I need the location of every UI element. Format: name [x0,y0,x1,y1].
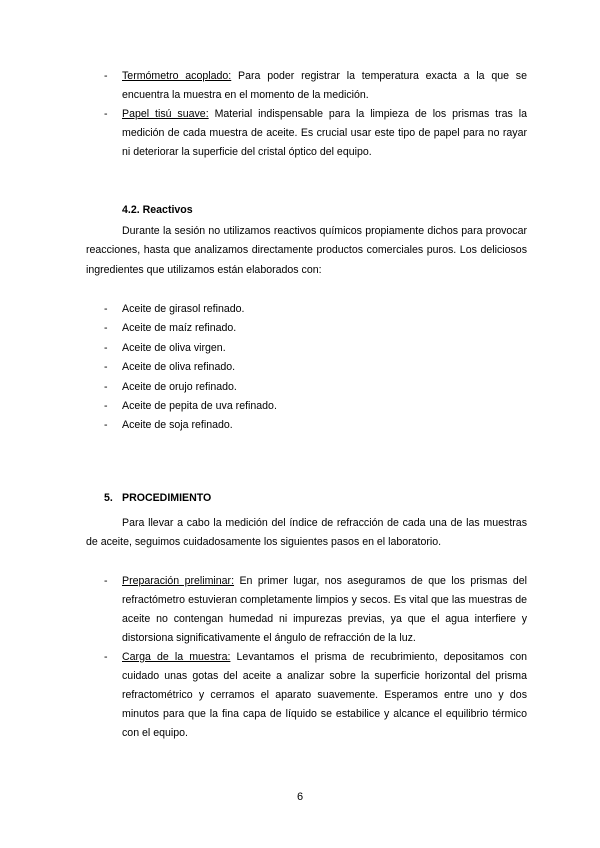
section-heading-reactivos: 4.2. Reactivos [122,204,193,216]
ingredient-text: Aceite de soja refinado. [122,419,233,432]
bullet: - [104,575,108,587]
ingredient-text: Aceite de pepita de uva refinado. [122,400,277,413]
list-item [0,378,600,397]
bullet: - [104,70,108,82]
bullet: - [104,380,108,393]
step-term: Carga de la muestra: [122,651,231,663]
item-text: Material indispensable para la limpieza de los prismas tras la medición de cada muestra de aceite. Es crucial usar este tipo de papel para no rayar ni deteriorar la superficie del cristal óptico del equipo. [122,108,527,158]
reactivos-paragraph: Durante la sesión no utilizamos reactivos químicos propiamente dichos para provocar reacciones, hasta que analizamos directamente productos comerciales puros. Los deliciosos ingredientes que utilizamos están elaborados con: [86,225,527,276]
page-number: 6 [296,791,304,803]
list-item [0,648,600,743]
bullet: - [104,322,108,335]
list-item [0,358,600,377]
list-item [0,300,600,319]
step-text: En primer lugar, nos aseguramos de que los prismas del refractómetro estuvieran completamente limpios y secos. Es vital que las muestras de aceite no contengan humedad ni impurezas previas, ya que el agua interfiere y distorsiona significativamente el ángulo de refracción de la luz. [122,575,527,644]
step-text: Levantamos el prisma de recubrimiento, depositamos con cuidado unas gotas del aceite a analizar sobre la superficie horizontal del prisma refractométrico y cerramos el aparato suavemente. Esperamos entre uno y dos minutos para que la fina capa de líquido se estabilice y alcance el equilibrio térmico con el equipo. [122,651,527,739]
ingredient-text: Aceite de girasol refinado. [122,303,245,315]
list-item [0,339,600,358]
bullet: - [104,108,108,120]
item-term: Termómetro acoplado: [122,70,232,82]
ingredient-text: Aceite de orujo refinado. [122,380,237,393]
procedimiento-paragraph: Para llevar a cabo la medición del índice de refracción de cada una de las muestras de aceite, seguimos cuidadosamente los siguientes pasos en el laboratorio. [86,517,527,549]
item-term: Papel tisú suave: [122,108,209,120]
ingredient-text: Aceite de oliva refinado. [122,361,236,374]
bullet: - [104,361,108,374]
list-item [0,105,600,162]
list-item [0,397,600,416]
list-item [0,67,600,105]
ingredients-list [0,300,600,436]
item-text: Para poder registrar la temperatura exacta a la que se encuentra la muestra en el momento de la medición. [122,70,527,101]
list-item [0,416,600,435]
steps-list [0,572,600,743]
bullet: - [104,303,108,315]
list-item [0,572,600,648]
bullet: - [104,651,108,663]
bullet: - [104,400,108,413]
section-heading-procedimiento: PROCEDIMIENTO [122,492,212,504]
equipment-list [0,67,600,162]
bullet: - [104,419,108,432]
ingredient-text: Aceite de oliva virgen. [122,341,226,354]
step-term: Preparación preliminar: [122,575,235,587]
bullet: - [104,341,108,354]
section-number-procedimiento: 5. [104,492,113,504]
ingredient-text: Aceite de maíz refinado. [122,322,237,335]
list-item [0,319,600,338]
